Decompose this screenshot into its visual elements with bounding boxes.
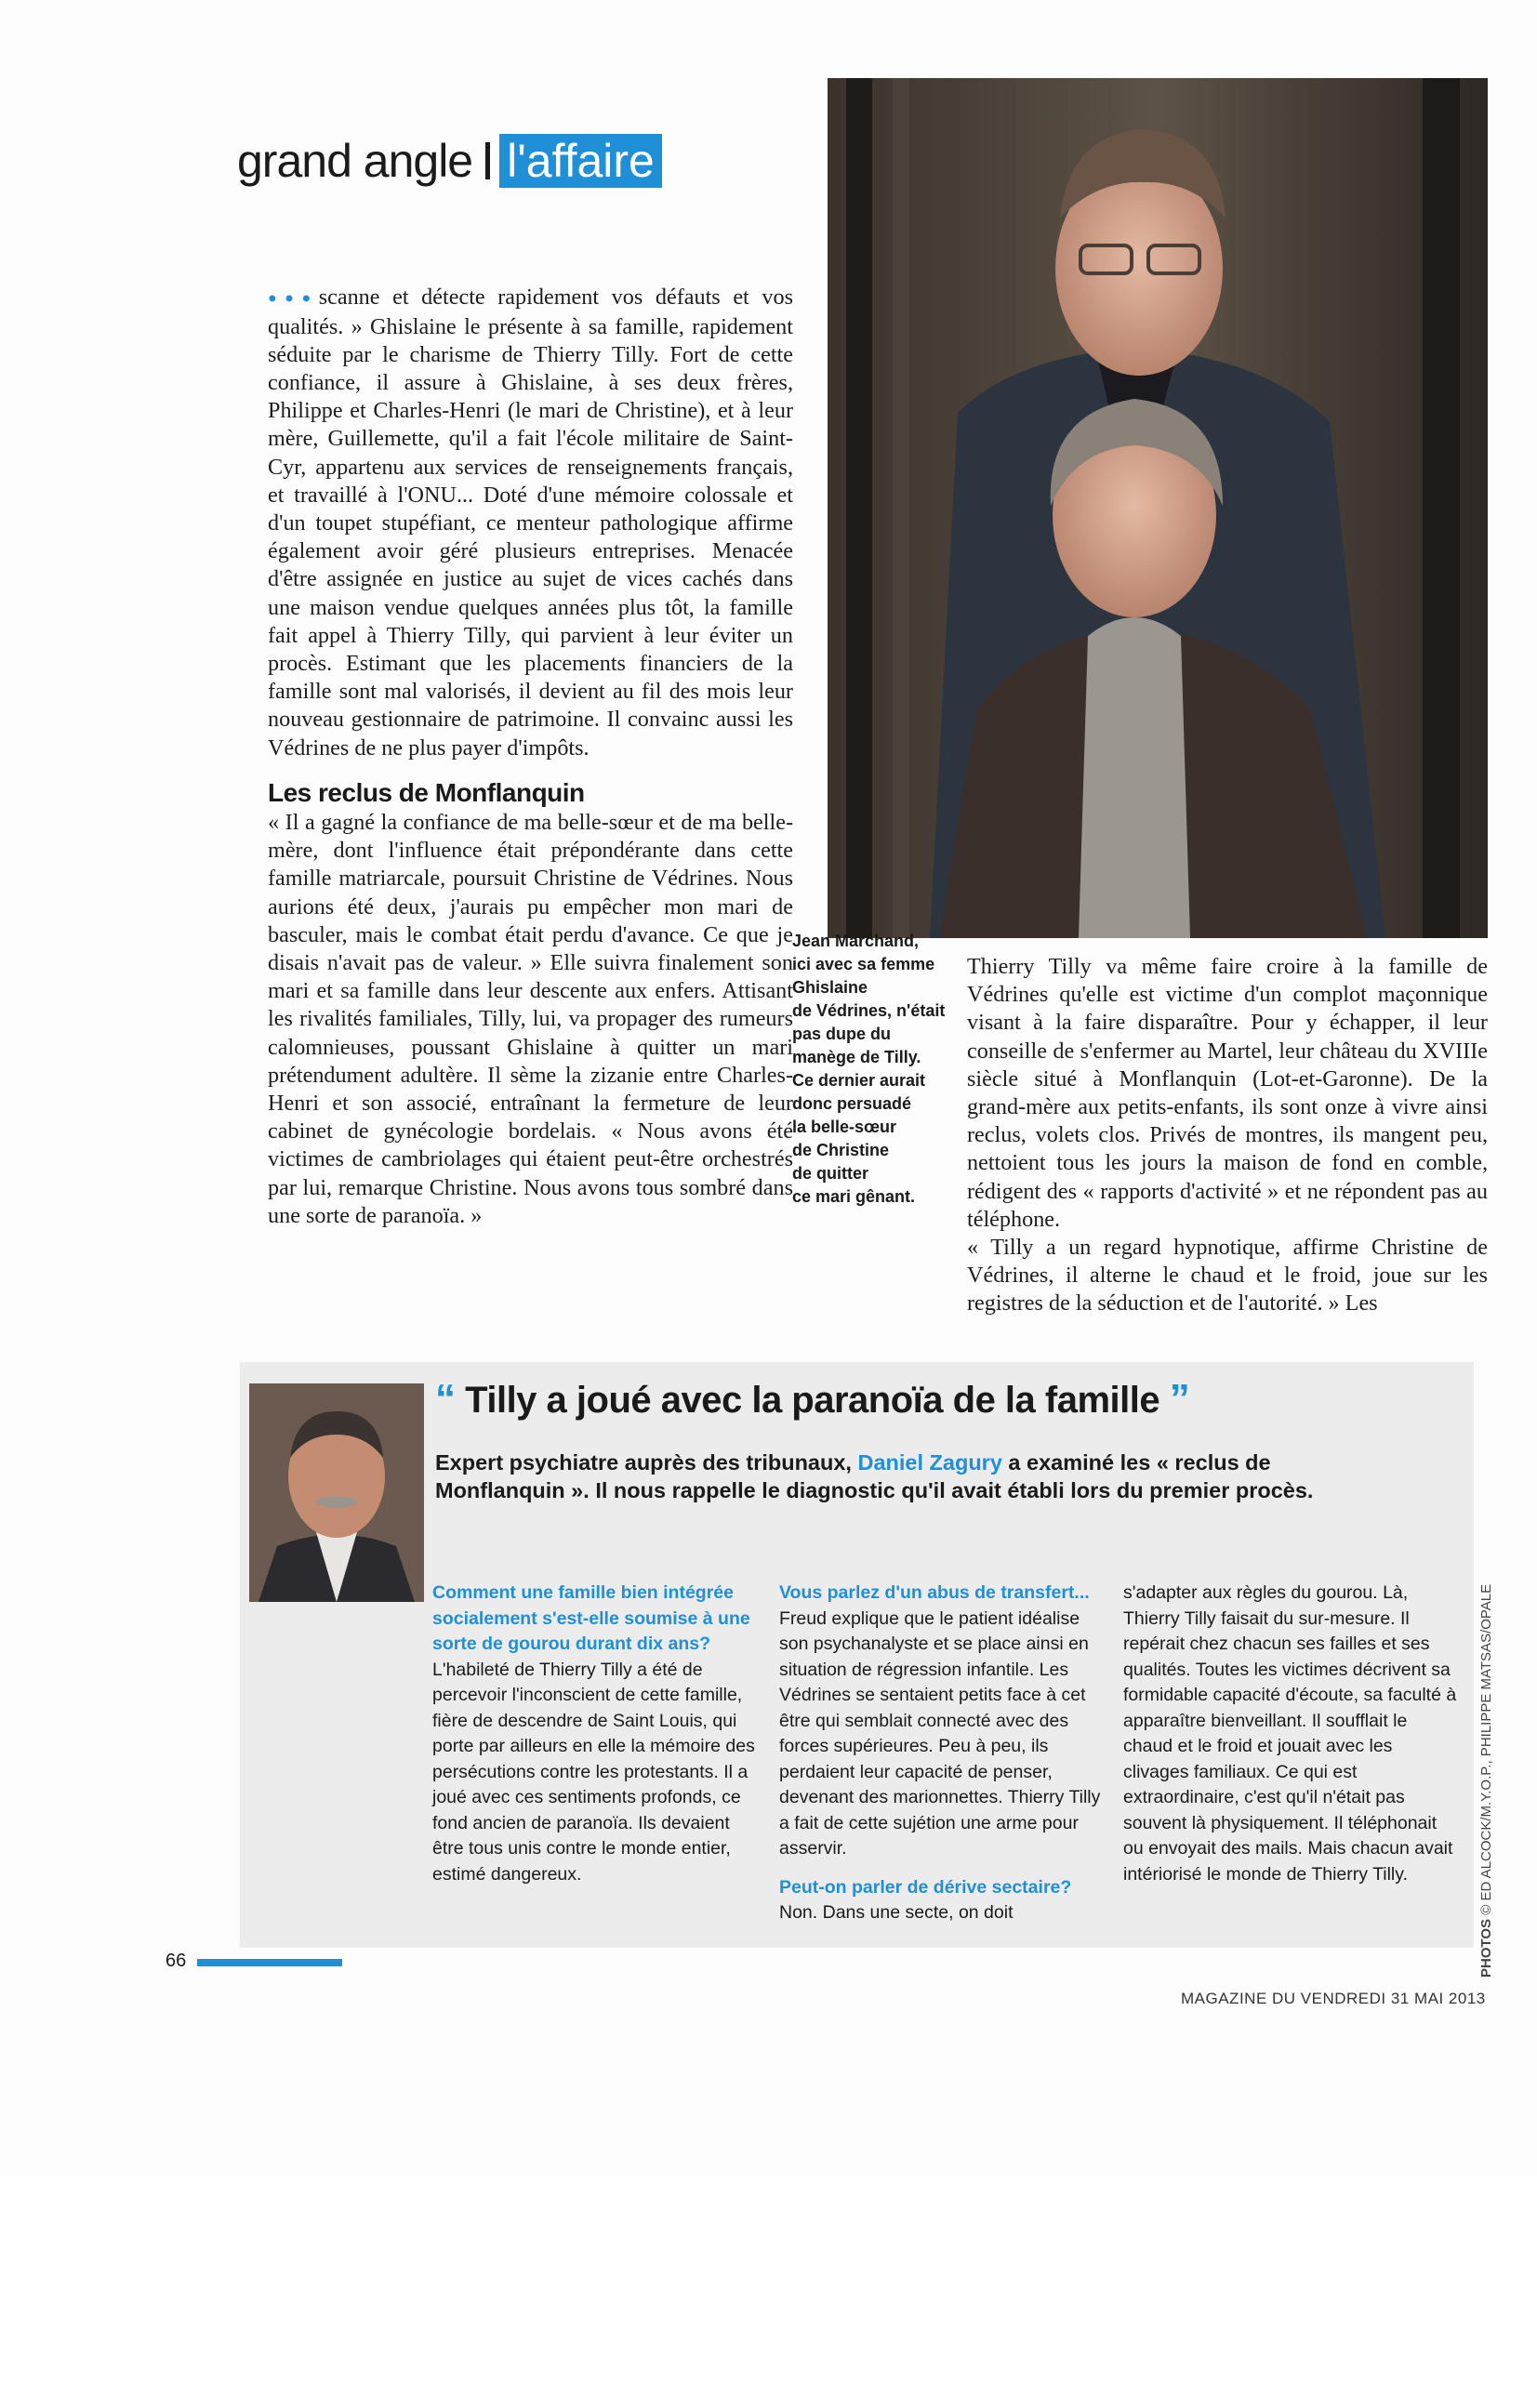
right-paragraph-2: « Tilly a un regard hypnotique, affirme Christine de Védrines, il alterne le chaud et le froid, joue sur les registres de la séduction et de l'autorité. » Les <box>967 1235 1488 1316</box>
photo-caption <box>792 930 952 1209</box>
expert-portrait-illustration <box>249 1383 424 1602</box>
interview-question-3: Peut-on parler de dérive sectaire? <box>779 1876 1072 1898</box>
interview-question-1: Comment une famille bien intégrée socialement s'est-elle soumise à une sorte de gourou durant dix ans? <box>432 1582 750 1654</box>
expert-portrait <box>249 1383 424 1602</box>
left-paragraph-1-text: scanne et détecte rapidement vos défauts et vos qualités. » Ghislaine le présente à sa famille, rapidement séduite par le charisme de Thierry Tilly. Fort de cette confiance, il assure à Ghislaine, à ses deux frères, Philippe et Charles-Henri (le mari de Christine), et à leur mère, Guillemette, qu'il a fait l'école militaire de Saint-Cyr, appartenu aux services de renseignements français, et travaillé à l'ONU... Doté d'une mémoire colossale et d'un toupet stupéfiant, ce menteur pathologique affirme également avoir géré plusieurs entreprises. Menacée d'être assignée en justice au sujet de vices cachés dans une maison vendue quelques années plus tôt, la famille fait appel à Thierry Tilly, qui parvient à leur éviter un procès. Estimant que les placements financiers de la famille sont mal valorisés, il devient au fil des mois leur nouveau gestionnaire de patrimoine. Il convainc aussi les Védrines de ne plus payer d'impôts. <box>268 284 793 761</box>
interview-column-3 <box>1123 1581 1458 1887</box>
open-quote-icon: “ <box>435 1376 456 1422</box>
spacer <box>779 1862 1109 1875</box>
couple-photo <box>828 78 1488 938</box>
caption-line: ce mari gênant. <box>792 1187 916 1206</box>
couple-photo-illustration <box>828 78 1488 938</box>
photo-credits <box>1478 1583 1506 2408</box>
caption-line: ici avec sa femme <box>792 955 935 973</box>
continuation-dots-icon: ●●● <box>268 290 319 307</box>
interview-column-2 <box>779 1581 1109 1926</box>
subheading: Les reclus de Monflanquin <box>268 777 585 807</box>
caption-line: donc persuadé <box>792 1094 912 1113</box>
section-tag: l'affaire <box>499 134 662 188</box>
intro-text-before: Expert psychiatre auprès des tribunaux, <box>435 1450 858 1475</box>
magazine-footer: MAGAZINE DU VENDREDI 31 MAI 2013 <box>1181 1990 1486 2007</box>
caption-line: de quitter <box>792 1164 869 1183</box>
section-header <box>237 128 662 193</box>
interview-column-1 <box>432 1581 762 1887</box>
article-right-column <box>967 953 1488 1318</box>
left-paragraph-1 <box>268 284 793 762</box>
photo-credits-text <box>1478 1584 1494 1978</box>
caption-line: de Védrines, n'était <box>792 1001 946 1020</box>
interview-answer-3-start: Non. Dans une secte, on doit <box>779 1902 1014 1923</box>
pull-quote <box>435 1376 1458 1422</box>
interview-answer-1: L'habileté de Thierry Tilly a été de percevoir l'inconscient de cette famille, fière de descendre de Saint Louis, qui porte par ailleurs en elle la mémoire des persécutions contre les protestants. Il a joué avec ces sentiments profonds, ce fond ancien de paranoïa. Ils devaient être tous unis contre le monde entier, estimé dangereux. <box>432 1659 755 1885</box>
page-number: 66 <box>166 1951 187 1971</box>
article-left-column <box>268 284 793 1230</box>
section-divider <box>485 142 490 179</box>
caption-line: pas dupe du <box>792 1025 892 1043</box>
caption-line: manège de Tilly. <box>792 1048 921 1066</box>
caption-line: Jean Marchand, <box>792 932 920 950</box>
pull-quote-text: Tilly a joué avec la paranoïa de la famille <box>465 1380 1160 1421</box>
interview-answer-3-continued: s'adapter aux règles du gourou. Là, Thierry Tilly faisait du sur-mesure. Il repérait chez chacun ses failles et ses qualités. Toutes les victimes décrivent sa formidable capacité d'écoute, sa faculté à apparaître bienveillant. Il soufflait le chaud et le froid et jouait avec les clivages familiaux. Ce qui est extraordinaire, c'est qu'il n'était pas souvent là physiquement. Il téléphonait ou envoyait des mails. Mais chacun avait intériorisé le monde de Thierry Tilly. <box>1123 1582 1457 1885</box>
section-name: grand angle <box>237 135 473 187</box>
interview-answer-2: Freud explique que le patient idéalise son psychanalyste et se place ainsi en situation de régression infantile. Les Védrines se sentaient petits face à cet être qui semblait connecté avec des forces supérieures. Peu à peu, ils perdaient leur capacité de penser, devenant des marionnettes. Thierry Tilly a fait de cette sujétion une arme pour asservir. <box>779 1608 1101 1859</box>
caption-line: Ghislaine <box>792 978 868 997</box>
left-paragraph-2: « Il a gagné la confiance de ma belle-sœur et de ma belle-mère, dont l'influence était prépondérante dans cette famille matriarcale, poursuit Christine de Védrines. Nous aurions été deux, j'aurais pu empêcher mon mari de basculer, mais le combat était perdu d'avance. Ce que je disais n'avait pas de valeur. » Elle suivra finalement son mari et sa famille dans leur descente aux enfers. Attisant les rivalités familiales, Tilly, lui, va propager des rumeurs calomnieuses, poussant Ghislaine à quitter un mari prétendument adultère. Il sème la zizanie entre Charles-Henri et son associé, entraînant la fermeture de leur cabinet de gynécologie bordelais. « Nous avons été victimes de cambriolages qui étaient peut-être orchestrés par lui, remarque Christine. Nous avons tous sombré dans une sorte de paranoïa. » <box>268 810 793 1228</box>
close-quote-icon: ” <box>1169 1376 1190 1422</box>
caption-line: Ce dernier aurait <box>792 1071 926 1090</box>
right-paragraph-1: Thierry Tilly va même faire croire à la famille de Védrines qu'elle est victime d'un complot maçonnique visant à la faire disparaître. Pour y échapper, il leur conseille de s'enfermer au Martel, leur château du XVIIIe siècle situé à Monflanquin (Lot-et-Garonne). De la grand-mère aux petits-enfants, ils sont onze à vivre ainsi reclus, volets clos. Privés de montres, ils mangent peu, nettoient tous les jours la maison de fond en comble, rédigent des « rapports d'activité » et ne répondent pas au téléphone. <box>967 954 1488 1232</box>
interview-question-2: Vous parlez d'un abus de transfert... <box>779 1582 1090 1603</box>
credits-label: PHOTOS <box>1478 1918 1494 1978</box>
credits-names: © ED ALCOCK/M.Y.O.P., PHILIPPE MATSAS/OPALE <box>1478 1583 1494 1915</box>
intro-text-after: a examiné les « reclus de Monflanquin ». Il nous rappelle le diagnostic qu'il avait établi lors du premier procès. <box>435 1450 1314 1502</box>
expert-name: Daniel Zagury <box>857 1450 1002 1475</box>
interview-intro <box>435 1449 1374 1504</box>
page-number-bar <box>197 1959 342 1966</box>
caption-line: la belle-sœur <box>792 1118 897 1136</box>
caption-line: de Christine <box>792 1141 890 1159</box>
